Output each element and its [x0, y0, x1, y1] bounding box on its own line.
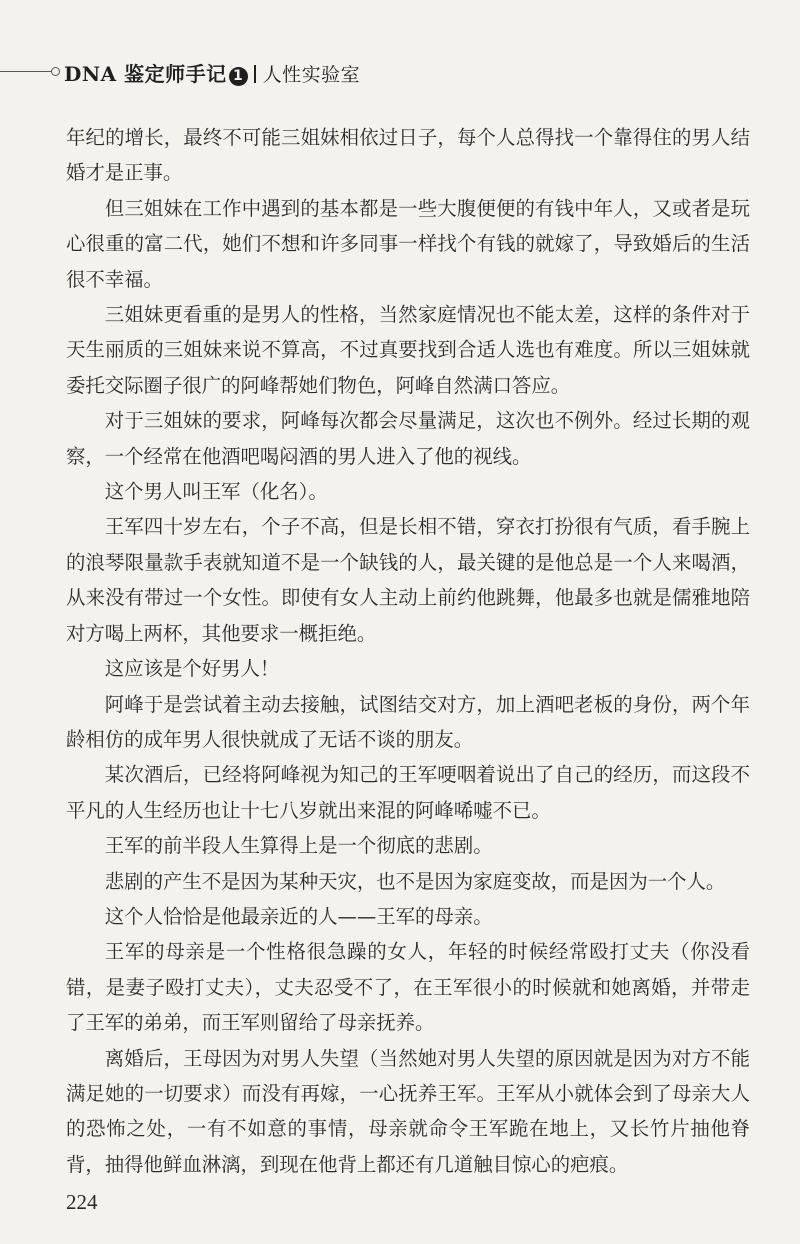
paragraph: 这应该是个好男人！ [104, 657, 280, 681]
paragraph: 但三姐妹在工作中遇到的基本都是一些大腹便便的有钱中年人，又或者是玩心很重的富二代，她们不想和许多同事一样找个有钱的就嫁了，导致婚后的生活很不幸福。 [66, 196, 750, 291]
book-title-text: DNA 鉴定师手记 [64, 62, 227, 86]
running-header [0, 56, 800, 86]
page-body [66, 120, 750, 1182]
paragraph: 三姐妹更看重的是男人的性格，当然家庭情况也不能太差，这样的条件对于天生丽质的三姐妹来说不算高，不过真要找到合适人选也有难度。所以三姐妹就委托交际圈子很广的阿峰帮她们物色，阿峰自然满口答应。 [66, 303, 750, 397]
page-number: 224 [66, 1190, 98, 1214]
paragraph: 某次酒后，已经将阿峰视为知己的王军哽咽着说出了自己的经历，而这段不平凡的人生经历也让十七八岁就出来混的阿峰唏嘘不已。 [66, 763, 750, 822]
paragraph: 悲剧的产生不是因为某种天灾，也不是因为家庭变故，而是因为一个人。 [104, 869, 726, 893]
header-rule [0, 71, 52, 72]
paragraph: 离婚后，王母因为对男人失望（当然她对男人失望的原因就是因为对方不能满足她的一切要求）而没有再嫁，一心抚养王军。王军从小就体会到了母亲大人的恐怖之处，一有不如意的事情，母亲就命令王军跪在地上，又长竹片抽他脊背，抽得他鲜血淋漓，到现在他背上都还有几道触目惊心的疤痕。 [66, 1046, 750, 1176]
paragraph: 这个男人叫王军（化名）。 [104, 480, 328, 504]
paragraph: 王军的母亲是一个性格很急躁的女人，年轻的时候经常殴打丈夫（你没看错，是妻子殴打丈夫），丈夫忍受不了，在王军很小的时候就和她离婚，并带走了王军的弟弟，而王军则留给了母亲抚养。 [66, 940, 750, 1035]
volume-badge: 1 [229, 67, 248, 86]
paragraph: 王军的前半段人生算得上是一个彻底的悲剧。 [104, 834, 493, 858]
paragraph: 王军四十岁左右，个子不高，但是长相不错，穿衣打扮很有气质，看手腕上的浪琴限量款手表就知道不是一个缺钱的人，最关键的是他总是一个人来喝酒，从来没有带过一个女性。即使有女人主动上前约他跳舞，他最多也就是儒雅地陪对方喝上两杯，其他要求一概拒绝。 [66, 515, 750, 645]
paragraph: 对于三姐妹的要求，阿峰每次都会尽量满足，这次也不例外。经过长期的观察，一个经常在他酒吧喝闷酒的男人进入了他的视线。 [66, 409, 750, 468]
book-title [64, 58, 360, 87]
header-circle-ornament [51, 67, 60, 76]
paragraph: 年纪的增长，最终不可能三姐妹相依过日子，每个人总得找一个靠得住的男人结婚才是正事。 [66, 126, 750, 185]
paragraph: 这个人恰恰是他最亲近的人——王军的母亲。 [104, 904, 493, 928]
paragraph: 阿峰于是尝试着主动去接触，试图结交对方，加上酒吧老板的身份，两个年龄相仿的成年男人很快就成了无话不谈的朋友。 [66, 692, 750, 751]
header-divider [254, 65, 256, 83]
book-subtitle: 人性实验室 [262, 64, 361, 86]
